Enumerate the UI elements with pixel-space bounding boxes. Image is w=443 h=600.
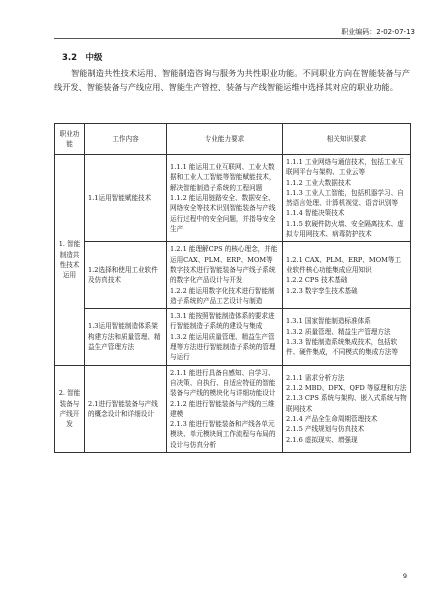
knowledge-cell (283, 155, 411, 242)
header-ability: 专业能力要求 (167, 124, 283, 155)
table-row (55, 155, 411, 242)
table-row (55, 309, 411, 365)
ability-item: 1.2.1 能理解CPS 的核心理念，并能运用CAX、PLM、ERP、MOM等数字技术进行智能装备与产线子系统的数字化产品设计与开发 (170, 245, 278, 285)
content-cell: 1.1运用智能赋能技术 (85, 155, 167, 242)
knowledge-item: 2.1.2 MBD、DFX、QFD 等原理和方法 (286, 384, 407, 393)
knowledge-item: 1.1.5 软硬件防火墙、安全隔离技术、虚拟专用网技术、病毒防护技术 (286, 219, 404, 239)
ability-cell (167, 365, 283, 452)
knowledge-cell (283, 365, 411, 452)
knowledge-item: 1.2.1 CAX、PLM、ERP、MOM等工业软件核心功能集成应用知识 (286, 255, 402, 274)
function-cell: 2. 智能装备与产线开发 (55, 365, 85, 452)
table-row (55, 242, 411, 309)
section-title: 3.2 中级 (62, 53, 103, 63)
knowledge-item: 2.1.4 产品全生命周期管理技术 (286, 414, 378, 423)
knowledge-item: 2.1.3 CPS 系统与架构、嵌入式系统与物联网技术 (286, 394, 407, 413)
ability-item: 1.2.2 能运用数字化技术进行智能制造子系统的产品工艺设计与制造 (170, 286, 275, 305)
knowledge-item: 1.1.4 智能决策技术 (286, 209, 345, 218)
ability-item: 1.1.1 能运用工业互联网、工业大数据和工业人工智能等智能赋能技术，解决智能制造子系统的工程问题 (170, 163, 276, 192)
header-function: 职业功能 (55, 124, 85, 155)
table-header-row (55, 124, 411, 155)
knowledge-cell (283, 242, 411, 309)
header-content: 工作内容 (85, 124, 167, 155)
ability-cell (167, 309, 283, 365)
knowledge-item: 1.3.3 智能制造系统集成技术，包括软件、硬件集成，不同模式的集成方法等 (286, 337, 399, 357)
knowledge-item: 1.3.1 国家智能制造标准体系 (286, 317, 371, 326)
knowledge-item: 1.3.2 质量管理、精益生产管理方法 (286, 327, 391, 336)
competency-table (54, 123, 411, 453)
knowledge-item: 1.1.1 工业网络与通信技术，包括工业互联网平台与架构、工业云等 (286, 158, 404, 177)
knowledge-cell (283, 309, 411, 365)
knowledge-item: 2.1.1 需求分析方法 (286, 373, 345, 382)
ability-item: 1.3.2 能运用质量管理、精益生产管理等方法进行智能制造子系统的管理与运行 (170, 332, 276, 362)
page-number: 9 (402, 572, 407, 580)
ability-item: 1.3.1 能按照智能制造体系的要求进行智能制造子系统的建设与集成 (170, 312, 275, 331)
header-knowledge: 相关知识要求 (283, 124, 411, 155)
knowledge-item: 1.2.2 CPS 技术基础 (286, 276, 348, 285)
content-cell: 1.2选择和使用工业软件及仿真技术 (85, 242, 167, 309)
knowledge-item: 1.1.2 工业大数据技术 (286, 178, 352, 187)
ability-item: 1.1.2 能运用链路安全、数据安全、网络安全等技术识别智能装备与产线运行过程中的安全问题，并指导安全生产 (170, 194, 276, 233)
ability-item: 2.1.1 能进行具备自感知、自学习、自决策、自执行、自适应特征的智能装备与产线的模块化与详细功能设计 (170, 368, 276, 398)
knowledge-item: 1.1.3 工业人工智能，包括机器学习、自然语言处理、计算机视觉、语音识别等 (286, 188, 404, 208)
ability-cell (167, 155, 283, 242)
ability-cell (167, 242, 283, 309)
header-code: 职业编码：2-02-07-13 (341, 28, 415, 36)
content-cell: 2.1进行智能装备与产线的概念设计和详细设计 (85, 365, 167, 452)
content-cell: 1.3运用智能制造体系架构建方法和质量管理、精益生产管理方法 (85, 309, 167, 365)
knowledge-item: 2.1.5 产线规划与仿真技术 (286, 425, 365, 434)
ability-item: 2.1.3 能进行智能装备和产线各单元模块、单元模块间工作流程与布局的设计与仿真分析 (170, 420, 276, 449)
ability-item: 2.1.2 能进行智能装备与产线的三维建模 (170, 399, 275, 418)
table-row (55, 365, 411, 452)
function-cell: 1. 智能制造共性技术运用 (55, 155, 85, 366)
intro-paragraph: 智能制造共性技术运用、智能制造咨询与服务为共性职业功能。不同职业方向在智能装备与产线开发、智能装备与产线应用、智能生产管控、装备与产线智能运维中选择其对应的职业功能。 (54, 68, 410, 92)
knowledge-item: 1.2.3 数字孪生技术基础 (286, 286, 358, 295)
header-rule (54, 38, 410, 39)
knowledge-item: 2.1.6 虚拟现实、增强现 (286, 435, 358, 444)
